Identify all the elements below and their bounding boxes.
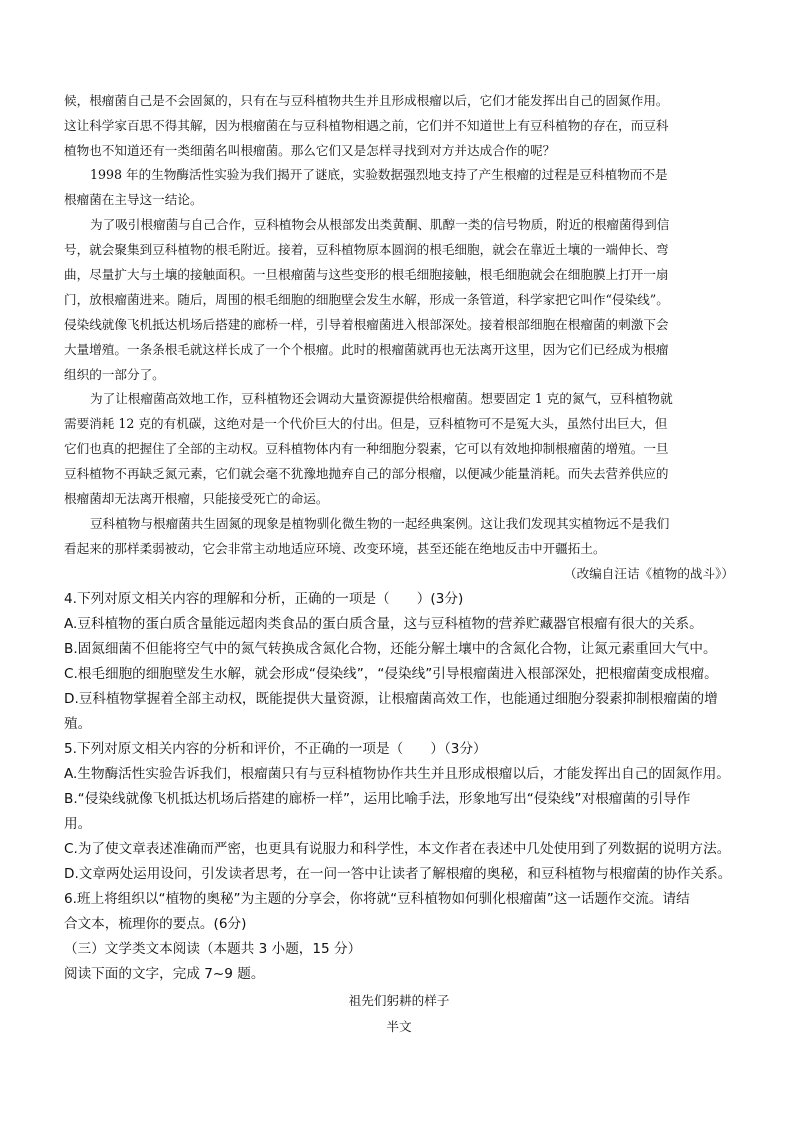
passage-line: 根瘤菌却无法离开根瘤，只能接受死亡的命运。 bbox=[64, 491, 329, 506]
passage-line: 侵染线就像飞机抵达机场后搭建的廊桥一样，引导着根瘤菌进入根部深处。接着根部细胞在根瘤菌的刺激下会 bbox=[64, 317, 669, 332]
section-heading: （三）文学类文本阅读（本题共 3 小题，15 分） bbox=[64, 941, 362, 957]
article-author: 半文 bbox=[386, 1019, 412, 1034]
passage-line: 候，根瘤菌自己是不会固氮的，只有在与豆科植物共生并且形成根瘤以后，它们才能发挥出自己的固氮作用。 bbox=[64, 93, 669, 108]
passage-line: 大量增殖。一条条根毛就这样长成了一个个根瘤。此时的根瘤菌就再也无法离开这里，因为它们已经成为根瘤 bbox=[64, 342, 669, 357]
passage-line: 植物也不知道还有一类细菌名叫根瘤菌。那么它们又是怎样寻找到对方并达成合作的呢？ bbox=[64, 143, 556, 158]
question-4-option-c: C.根毛细胞的细胞壁发生水解，就会形成“侵染线”，“侵染线”引导根瘤菌进入根部深处，把根瘤菌变成根瘤。 bbox=[64, 666, 718, 682]
question-4-stem: 4.下列对原文相关内容的理解和分析，正确的一项是（ ）(3分) bbox=[64, 591, 464, 607]
passage-line: 这让科学家百思不得其解，因为根瘤菌在与豆科植物相遇之前，它们并不知道世上有豆科植物的存在，而豆科 bbox=[64, 118, 669, 133]
question-5-option-b: B.“侵染线就像飞机抵达机场后搭建的廊桥一样”，运用比喻手法，形象地写出“侵染线”对根瘤菌的引导作 bbox=[64, 791, 691, 807]
question-6-stem: 6.班上将组织以“植物的奥秘”为主题的分享会，你将就“豆科植物如何驯化根瘤菌”这一话题作交流。请结 bbox=[64, 891, 690, 907]
question-5-option-d: D.文章两处运用设问，引发读者思考，在一问一答中让读者了解根瘤的奥秘，和豆科植物与根瘤菌的协作关系。 bbox=[64, 866, 732, 882]
question-4-option-d-cont: 殖。 bbox=[64, 716, 92, 732]
passage-line: 1998 年的生物酶活性实验为我们揭开了谜底，实验数据强烈地支持了产生根瘤的过程是豆科植物而不是 bbox=[90, 167, 668, 182]
passage-line: 组织的一部分了。 bbox=[64, 367, 165, 382]
passage-line: 豆科植物与根瘤菌共生固氮的现象是植物驯化微生物的一起经典案例。这让我们发现其实植物远不是我们 bbox=[90, 516, 670, 531]
question-4-option-b: B.固氮细菌不但能将空气中的氮气转换成含氮化合物，还能分解土壤中的含氮化合物，让氮元素重回大气中。 bbox=[64, 641, 717, 657]
passage-line: 需要消耗 12 克的有机碳，这绝对是一个代价巨大的付出。但是，豆科植物可不是冤大头，虽然付出巨大，但 bbox=[64, 416, 668, 431]
question-5-option-c: C.为了使文章表述准确而严密，也更具有说服力和科学性，本文作者在表述中几处使用到了列数据的说明方法。 bbox=[64, 841, 731, 857]
passage-line: 门，放根瘤菌进来。随后，周围的根毛细胞的细胞壁会发生水解，形成一条管道，科学家把它叫作“侵染线”。 bbox=[64, 292, 669, 307]
section-instruction: 阅读下面的文字，完成 7~9 题。 bbox=[64, 966, 265, 982]
question-4-option-d: D.豆科植物掌握着全部主动权，既能提供大量资源，让根瘤菌高效工作，也能通过细胞分裂素抑制根瘤菌的增 bbox=[64, 691, 718, 707]
passage-line: 看起来的那样柔弱被动，它会非常主动地适应环境、改变环境，甚至还能在绝地反击中开疆拓土。 bbox=[64, 541, 606, 556]
passage-line: 为了吸引根瘤菌与自己合作，豆科植物会从根部发出类黄酮、肌醇一类的信号物质，附近的根瘤菌得到信 bbox=[90, 217, 670, 232]
question-6-stem-cont: 合文本，梳理你的要点。(6分) bbox=[64, 916, 247, 932]
passage-line: 为了让根瘤菌高效地工作，豆科植物还会调动大量资源提供给根瘤菌。想要固定 1 克的氮气，豆科植物就 bbox=[90, 391, 673, 406]
passage-source: （改编自汪诘《植物的战斗》） bbox=[563, 566, 734, 581]
passage-line: 曲，尽量扩大与土壤的接触面积。一旦根瘤菌与这些变形的根毛细胞接触，根毛细胞就会在细胞膜上打开一扇 bbox=[64, 267, 669, 282]
question-4-option-a: A.豆科植物的蛋白质含量能远超肉类食品的蛋白质含量，这与豆科植物的营养贮藏器官根瘤有很大的关系。 bbox=[64, 616, 703, 632]
question-5-stem: 5.下列对原文相关内容的分析和评价，不正确的一项是（ ）（3分） bbox=[64, 741, 487, 757]
passage-line: 豆科植物不再缺乏氮元素，它们就会毫不犹豫地抛弃自己的部分根瘤，以便减少能量消耗。而失去营养供应的 bbox=[64, 466, 669, 481]
passage-line: 根瘤菌在主导这一结论。 bbox=[64, 192, 203, 207]
passage-line: 它们也真的把握住了全部的主动权。豆科植物体内有一种细胞分裂素，它可以有效地抑制根瘤菌的增殖。一旦 bbox=[64, 441, 669, 456]
question-5-option-a: A.生物酶活性实验告诉我们，根瘤菌只有与豆科植物协作共生并且形成根瘤以后，才能发挥出自己的固氮作用。 bbox=[64, 766, 730, 782]
passage-line: 号，就会聚集到豆科植物的根毛附近。接着，豆科植物原本圆润的根毛细胞，就会在靠近土壤的一端伸长、弯 bbox=[64, 242, 669, 257]
article-title: 祖先们躬耕的样子 bbox=[348, 993, 450, 1008]
question-5-option-b-cont: 用。 bbox=[64, 816, 92, 832]
